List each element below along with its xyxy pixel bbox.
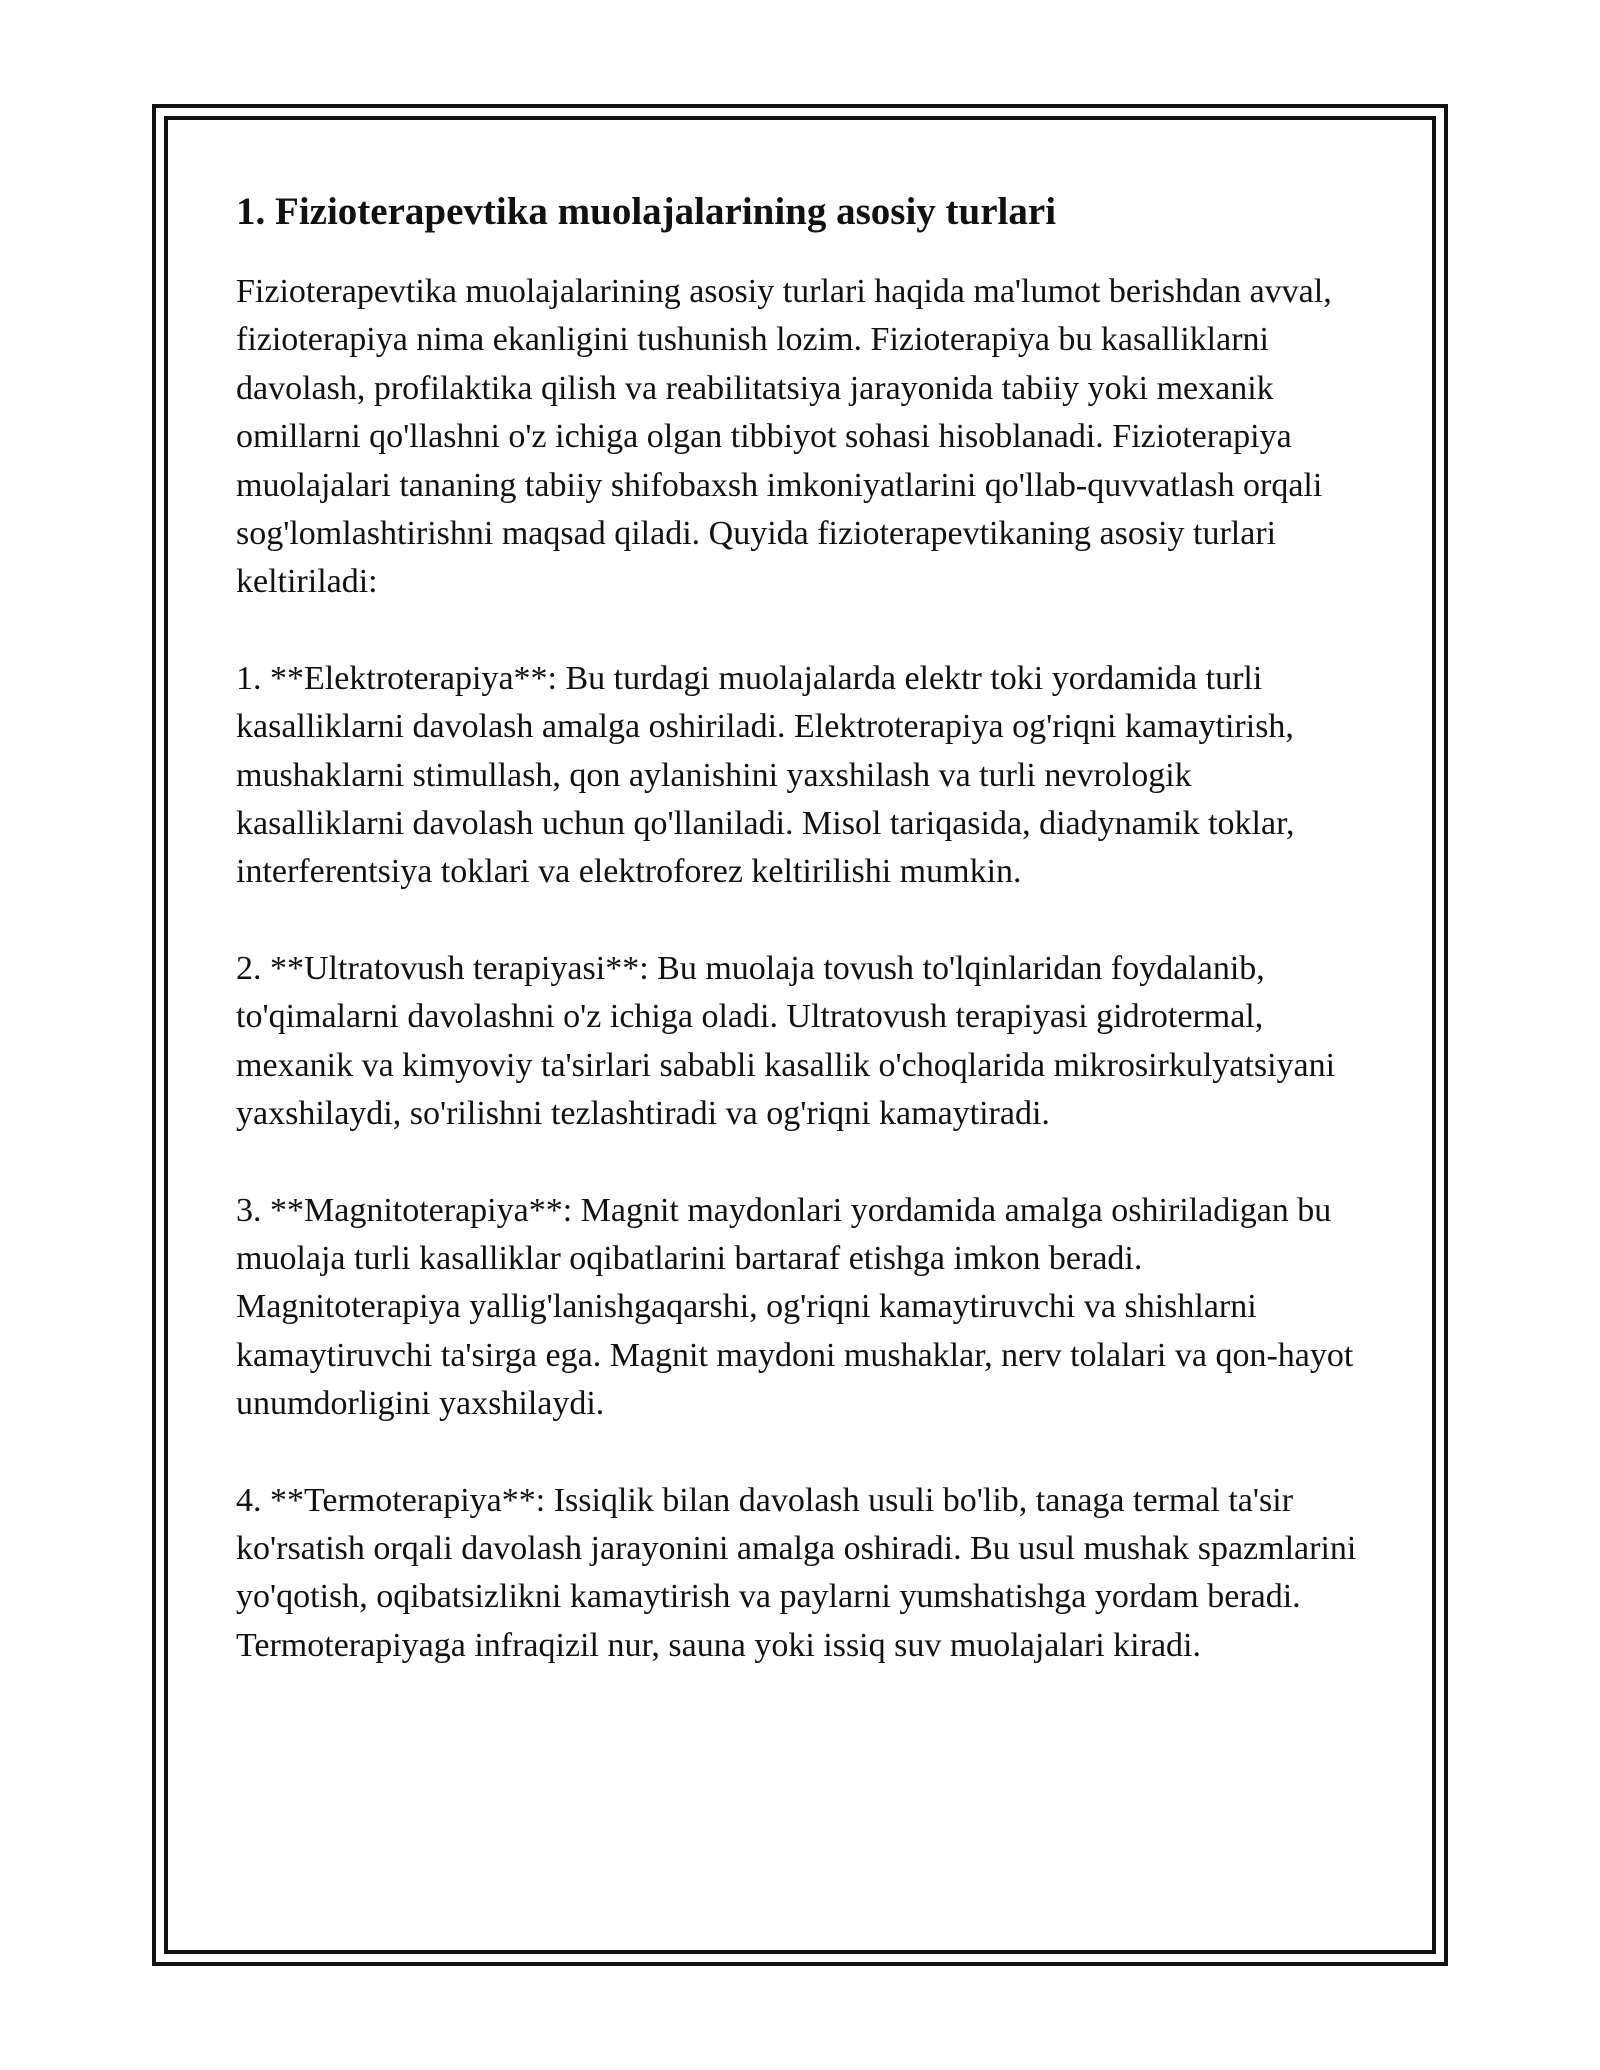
list-item-elektroterapiya: 1. **Elektroterapiya**: Bu turdagi muolajalarda elektr toki yordamida turli kasalliklarni davolash amalga oshiriladi. Elektroterapiya og'riqni kamaytirish, mushaklarni stimullash, qon aylanishini yaxshilash va turli nevrologik kasalliklarni davolash uchun qo'llaniladi. Misol tariqasida, diadynamik toklar, interferentsiya toklari va elektroforez keltirilishi mumkin. xyxy=(236,659,1295,891)
section-heading: 1. Fizioterapevtika muolajalarining asosiy turlari xyxy=(236,190,1057,233)
list-item-magnitoterapiya: 3. **Magnitoterapiya**: Magnit maydonlari yordamida amalga oshiriladigan bu muolaja turli kasalliklar oqibatlarini bartaraf etishga imkon beradi. Magnitoterapiya yallig'lanishgaqarshi, og'riqni kamaytiruvchi va shishlarni kamaytiruvchi ta'sirga ega. Magnit maydoni mushaklar, nerv tolalari va qon-hayot unumdorligini yaxshilaydi. xyxy=(236,1191,1354,1423)
document-body xyxy=(236,186,1366,1670)
list-item-ultratovush: 2. **Ultratovush terapiyasi**: Bu muolaja tovush to'lqinlaridan foydalanib, to'qimalarni davolashni o'z ichiga oladi. Ultratovush terapiyasi gidrotermal, mexanik va kimyoviy ta'sirlari sababli kasallik o'choqlarida mikrosirkulyatsiyani yaxshilaydi, so'rilishni tezlashtiradi va og'riqni kamaytiradi. xyxy=(236,949,1336,1133)
list-item-termoterapiya: 4. **Termoterapiya**: Issiqlik bilan davolash usuli bo'lib, tanaga termal ta'sir ko'rsatish orqali davolash jarayonini amalga oshiradi. Bu usul mushak spazmlarini yo'qotish, oqibatsizlikni kamaytirish va paylarni yumshatishga yordam beradi. Termoterapiyaga infraqizil nur, sauna yoki issiq suv muolajalari kiradi. xyxy=(236,1481,1357,1664)
intro-paragraph: Fizioterapevtika muolajalarining asosiy turlari haqida ma'lumot berishdan avval, fizioterapiya nima ekanligini tushunish lozim. Fizioterapiya bu kasalliklarni davolash, profilaktika qilish va reabilitatsiya jarayonida tabiiy yoki mexanik omillarni qo'llashni o'z ichiga olgan tibbiyot sohasi hisoblanadi. Fizioterapiya muolajalari tananing tabiiy shifobaxsh imkoniyatlarini qo'llab-quvvatlash orqali sog'lomlashtirishni maqsad qiladi. Quyida fizioterapevtikaning asosiy turlari keltiriladi: xyxy=(236,273,1332,601)
